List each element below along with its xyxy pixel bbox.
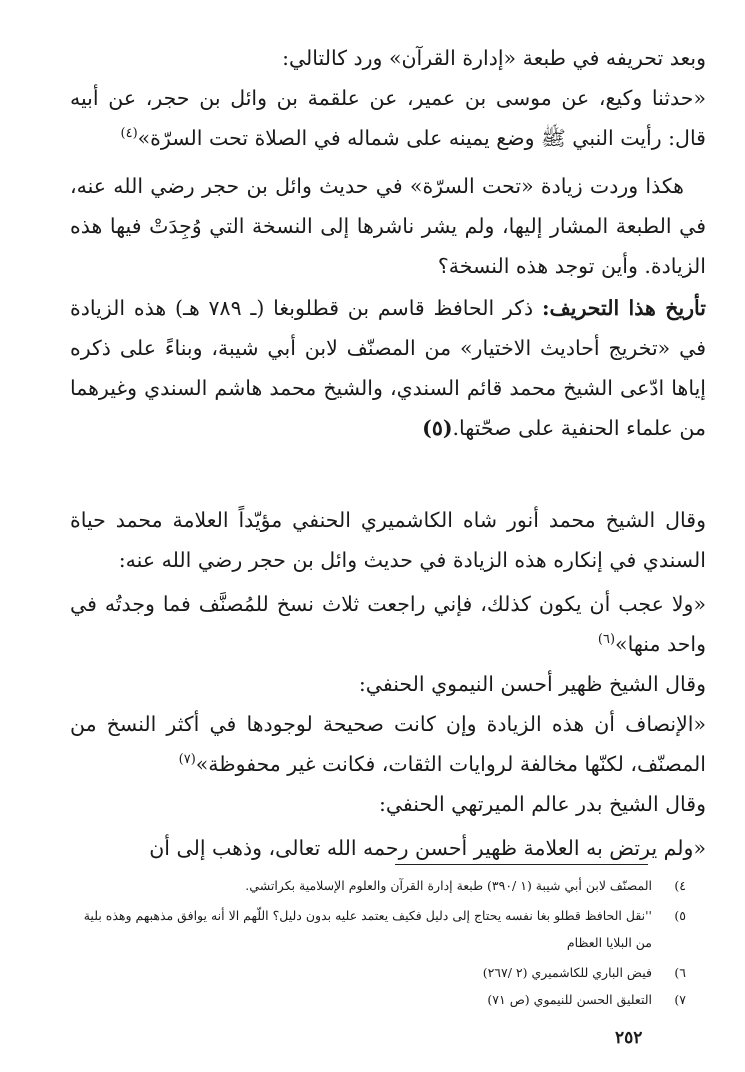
footnote-ref-4: (٤) — [120, 126, 138, 142]
intro-line: وبعد تحريفه في طبعة «إدارة القرآن» ورد كالتالي: — [282, 46, 706, 70]
nimawi-quote — [70, 704, 706, 784]
footnote-item — [70, 959, 686, 986]
mirthi-quote: «ولم يرتض به العلامة ظهير أحسن رحمه الله تعالى، وذهب إلى أن — [149, 836, 706, 860]
footnote-text: التعليق الحسن للنيموي (ص ٧١) — [487, 992, 652, 1007]
footnote-number: ٦) — [674, 965, 686, 980]
footnote-ref-5: (٥) — [422, 416, 453, 440]
text-block-quotes — [70, 500, 706, 868]
footnotes — [70, 872, 686, 1013]
nimawi-quote-text: «الإنصاف أن هذه الزيادة وإن كانت صحيحة لوجودها في أكثر النسخ من المصنّف، لكنّها مخالفة لروايات الثقات، فكانت غير محفوظة» — [70, 712, 706, 776]
kashmiri-quote-text: «ولا عجب أن يكون كذلك، فإني راجعت ثلاث نسخ للمُصنَّف فما وجدتُه في واحد منها» — [70, 592, 706, 656]
nimawi-intro: وقال الشيخ ظهير أحسن النيموي الحنفي: — [358, 672, 706, 696]
footnote-ref-7: (٧) — [178, 752, 196, 768]
footnote-divider — [395, 864, 648, 865]
footnote-number: ٧) — [674, 992, 686, 1007]
hadith-quote — [70, 78, 706, 158]
text-block-history — [70, 288, 706, 448]
page-number: ٢٥٢ — [615, 1028, 643, 1048]
mirthi-intro: وقال الشيخ بدر عالم الميرتهي الحنفي: — [378, 792, 706, 816]
footnote-text: ''نقل الحافظ قطلو بغا نفسه يحتاج إلى دليل فكيف يعتمد عليه بدون دليل؟ اللّهم الا أنه يوافق مذهبهم وهذه بلية من البلايا العظام — [83, 908, 652, 950]
history-paragraph — [70, 288, 706, 448]
section-heading: تأريخ هذا التحريف: — [541, 296, 706, 320]
footnote-item — [70, 902, 686, 956]
history-text: ذكر الحافظ قاسم بن قطلوبغا (ـ ٧٨٩ هـ) هذه الزيادة في «تخريج أحاديث الاختيار» من المصنّف لابن أبي شيبة، وبناءً على ذكره إياها ادّعى الشيخ محمد قائم السندي، والشيخ محمد هاشم السندي وغيرهما من علماء الحنفية على صحّتها. — [70, 296, 706, 440]
hadith-text: «حدثنا وكيع، عن موسى بن عمير، عن علقمة بن وائل بن حجر، عن أبيه قال: رأيت النبي ﷺ وضع يمينه على شماله في الصلاة تحت السرّة» — [70, 86, 706, 150]
footnote-item — [70, 872, 686, 899]
footnote-text: فيض الباري للكاشميري (٢ /٢٦٧) — [482, 965, 652, 980]
footnote-item — [70, 986, 686, 1013]
kashmiri-quote — [70, 584, 706, 664]
footnote-ref-6: (٦) — [597, 632, 616, 648]
footnote-text: المصنّف لابن أبي شيبة (١ /٣٩٠) طبعة إدارة القرآن والعلوم الإسلامية بكراتشي. — [245, 878, 652, 893]
text-block-top — [70, 38, 706, 286]
commentary-paragraph: هكذا وردت زيادة «تحت السرّة» في حديث وائل بن حجر رضي الله عنه، في الطبعة المشار إليها، ولم يشر ناشرها إلى النسخة التي وُجِدَتْ فيها هذه الزيادة. وأين توجد هذه النسخة؟ — [70, 174, 706, 278]
kashmiri-intro: وقال الشيخ محمد أنور شاه الكاشميري الحنفي مؤيّداً العلامة محمد حياة السندي في إنكاره هذه الزيادة في حديث وائل بن حجر رضي الله عنه: — [70, 508, 706, 572]
footnote-number: ٥) — [674, 908, 686, 923]
footnote-number: ٤) — [674, 878, 686, 893]
